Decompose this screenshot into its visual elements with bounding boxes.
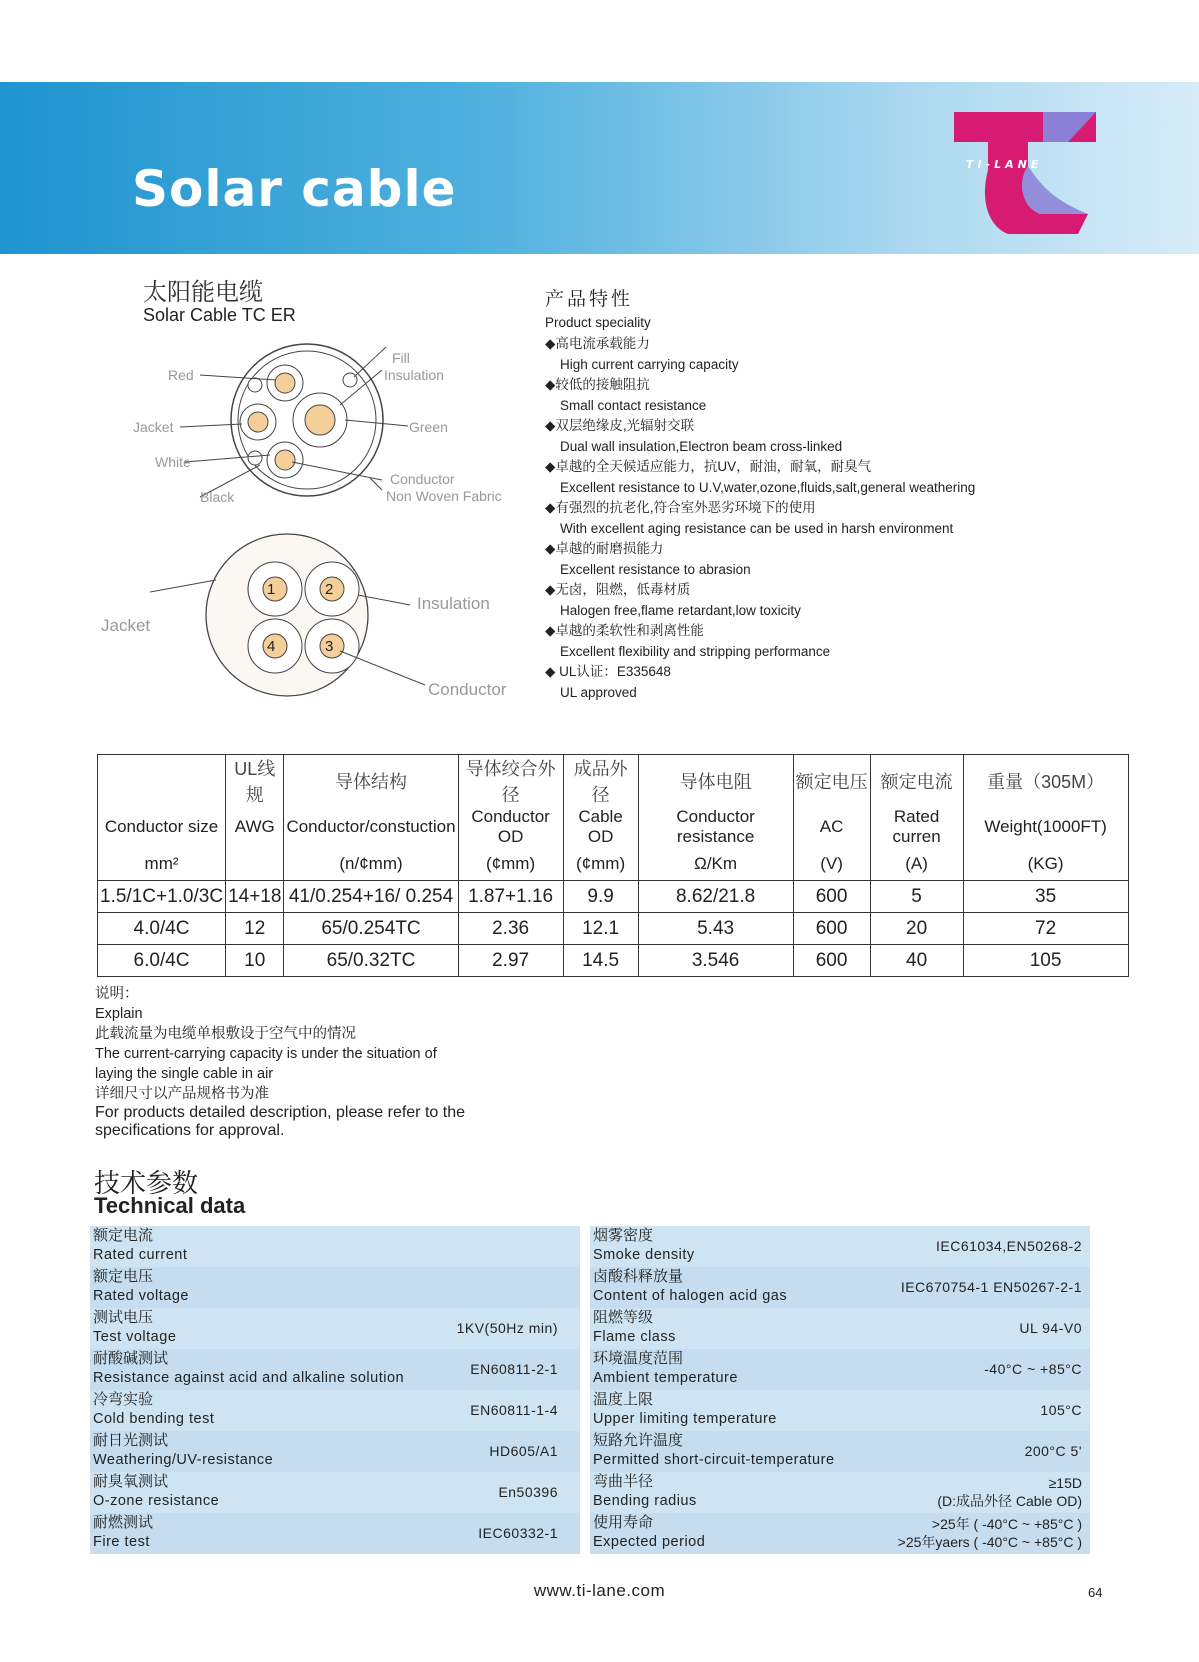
notes-section (95, 984, 545, 1140)
technical-cell (90, 1308, 420, 1349)
technical-value: IEC61034,EN50268-2 (936, 1238, 1082, 1254)
technical-label-en: Smoke density (593, 1247, 695, 1263)
technical-value: En50396 (498, 1484, 558, 1500)
technical-value-cell (890, 1226, 1090, 1267)
table-cell: 72 (963, 913, 1128, 945)
spec-header-zh: 导体电阻 (638, 755, 793, 808)
technical-label-en: Flame class (593, 1329, 676, 1345)
table-cell: 1.87+1.16 (458, 881, 563, 913)
spec-header-zh: 成品外径 (563, 755, 638, 808)
spec-header-zh: 重量（305M） (963, 755, 1128, 808)
table-cell: 12.1 (563, 913, 638, 945)
notes-line1-en-a: The current-carrying capacity is under the situation of (95, 1046, 437, 1062)
technical-label-zh: 卤酸科释放量 (593, 1268, 684, 1285)
table-cell: 35 (963, 881, 1128, 913)
core-label-4: 4 (267, 638, 276, 655)
feature-item-en: Halogen free,flame retardant,low toxicity (560, 603, 801, 618)
technical-label-en: Bending radius (593, 1493, 697, 1509)
technical-value-cell (420, 1513, 580, 1554)
column-gap (580, 1431, 590, 1472)
label-insulation: Insulation (384, 367, 444, 383)
spec-header-en: AWG (226, 807, 284, 847)
spec-header-zh: 导体绞合外径 (458, 755, 563, 808)
feature-item-zh: ◆卓越的耐磨损能力 (545, 541, 664, 556)
technical-cell (90, 1267, 420, 1308)
technical-value-cell (890, 1431, 1090, 1472)
product-title-zh: 太阳能电缆 (143, 278, 263, 306)
column-gap (580, 1349, 590, 1390)
technical-value-cell (890, 1472, 1090, 1513)
technical-value: >25年 ( -40°C ~ +85°C ) (931, 1516, 1082, 1532)
technical-cell (590, 1431, 890, 1472)
feature-item-zh: ◆ UL认证：E335648 (545, 664, 671, 679)
technical-label-zh: 额定电压 (93, 1268, 154, 1285)
table-cell: 600 (793, 945, 870, 977)
features-subtitle: Product speciality (545, 315, 651, 330)
table-cell: 600 (793, 881, 870, 913)
technical-value (420, 1267, 580, 1279)
technical-label-en: Rated voltage (93, 1288, 189, 1304)
table-cell: 6.0/4C (98, 945, 226, 977)
technical-value: ≥15D (1048, 1475, 1082, 1491)
technical-row (90, 1267, 1090, 1308)
spec-header-en: Cable OD (563, 807, 638, 847)
technical-value: -40°C ~ +85°C (984, 1361, 1082, 1377)
technical-value-cell (890, 1349, 1090, 1390)
table-cell: 40 (870, 945, 963, 977)
technical-value: EN60811-1-4 (470, 1402, 558, 1418)
feature-item-en: UL approved (560, 685, 637, 700)
page-title: Solar cable (132, 160, 457, 218)
feature-item-zh: ◆卓越的柔软性和剥离性能 (545, 623, 704, 638)
spec-header-unit: (n/¢mm) (284, 847, 458, 881)
technical-value-cell (890, 1513, 1090, 1554)
technical-row (90, 1226, 1090, 1267)
table-cell: 2.36 (458, 913, 563, 945)
technical-label-zh: 耐臭氧测试 (93, 1473, 169, 1490)
spec-header-unit: mm² (98, 847, 226, 881)
table-cell: 2.97 (458, 945, 563, 977)
technical-value-cell (890, 1267, 1090, 1308)
spec-header-zh: UL线规 (226, 755, 284, 808)
technical-value-cell (420, 1308, 580, 1349)
column-gap (580, 1472, 590, 1513)
spec-header-en: Conductor OD (458, 807, 563, 847)
technical-table (90, 1226, 1090, 1554)
technical-cell (590, 1349, 890, 1390)
spec-header-unit: (V) (793, 847, 870, 881)
table-cell: 10 (226, 945, 284, 977)
column-gap (580, 1308, 590, 1349)
technical-label-en: Weathering/UV-resistance (93, 1452, 274, 1468)
technical-label-en: Resistance against acid and alkaline solution (93, 1370, 405, 1386)
technical-value: 200°C 5' (1024, 1443, 1082, 1459)
technical-label-en: Cold bending test (93, 1411, 215, 1427)
technical-value: IEC670754-1 EN50267-2-1 (900, 1279, 1082, 1295)
technical-cell (590, 1308, 890, 1349)
technical-cell (90, 1513, 420, 1554)
core-label-1: 1 (267, 581, 276, 598)
core-label-3: 3 (325, 638, 334, 655)
brand-logo-text: TI-LANE (966, 158, 1043, 171)
table-row (98, 913, 1129, 945)
technical-value (420, 1226, 580, 1238)
notes-line1-zh: 此载流量为电缆单根敷设于空气中的情况 (95, 1026, 356, 1042)
technical-row (90, 1431, 1090, 1472)
spec-table (97, 754, 1129, 977)
spec-header-en: AC (793, 807, 870, 847)
technical-cell (590, 1226, 890, 1267)
spec-header-unit: Ω/Km (638, 847, 793, 881)
core-label-2: 2 (325, 581, 334, 598)
technical-cell (590, 1472, 890, 1513)
technical-cell (590, 1390, 890, 1431)
feature-item-en: High current carrying capacity (560, 357, 739, 372)
technical-label-zh: 耐酸碱测试 (93, 1350, 169, 1367)
technical-label-zh: 测试电压 (93, 1309, 154, 1326)
technical-value-cell (420, 1349, 580, 1390)
column-gap (580, 1267, 590, 1308)
technical-row (90, 1349, 1090, 1390)
table-cell: 5 (870, 881, 963, 913)
feature-item-zh: ◆有强烈的抗老化,符合室外恶劣环境下的使用 (545, 500, 816, 515)
feature-list (545, 334, 1105, 703)
footer-url: www.ti-lane.com (533, 1581, 666, 1600)
feature-item-en: Small contact resistance (560, 398, 707, 413)
column-gap (580, 1226, 590, 1267)
technical-value-secondary: >25年yaers ( -40°C ~ +85°C ) (897, 1534, 1082, 1550)
spec-header-en: Weight(1000FT) (963, 807, 1128, 847)
table-cell: 12 (226, 913, 284, 945)
technical-cell (90, 1431, 420, 1472)
four-core-cable-diagram (150, 530, 450, 710)
technical-cell (90, 1349, 420, 1390)
table-cell: 65/0.32TC (284, 945, 458, 977)
technical-value-cell (890, 1390, 1090, 1431)
technical-label-zh: 烟雾密度 (593, 1227, 654, 1244)
spec-header-en: Conductor/constuction (284, 807, 458, 847)
feature-item-en: Excellent resistance to abrasion (560, 562, 751, 577)
technical-cell (590, 1267, 890, 1308)
table-cell: 41/0.254+16/ 0.254 (284, 881, 458, 913)
feature-item-en: Excellent flexibility and stripping performance (560, 644, 831, 659)
feature-item-en: Dual wall insulation,Electron beam cross-linked (560, 439, 843, 454)
spec-header-row-en (98, 807, 1129, 847)
technical-value-cell (420, 1431, 580, 1472)
technical-value: 1KV(50Hz min) (456, 1320, 558, 1336)
feature-item-zh: ◆无卤，阻燃，低毒材质 (545, 582, 691, 597)
technical-value-cell (890, 1308, 1090, 1349)
feature-item-zh: ◆双层绝缘皮,光辐射交联 (545, 418, 695, 433)
spec-header-zh: 额定电压 (793, 755, 870, 808)
technical-value-secondary: (D:成品外径 Cable OD) (937, 1493, 1082, 1509)
technical-row (90, 1513, 1090, 1554)
table-cell: 8.62/21.8 (638, 881, 793, 913)
technical-label-zh: 弯曲半径 (593, 1473, 654, 1490)
product-features (545, 284, 1105, 703)
technical-value: IEC60332-1 (478, 1525, 558, 1541)
table-cell: 14+18 (226, 881, 284, 913)
table-cell: 4.0/4C (98, 913, 226, 945)
technical-label-en: Permitted short-circuit-temperature (593, 1452, 835, 1468)
spec-header-unit: (A) (870, 847, 963, 881)
technical-row (90, 1308, 1090, 1349)
technical-cell (90, 1226, 420, 1267)
notes-title-zh: 说明： (95, 986, 139, 1002)
table-row (98, 945, 1129, 977)
label-black: Black (200, 489, 235, 505)
technical-label-en: Fire test (93, 1534, 150, 1550)
label-green: Green (409, 419, 448, 435)
label-insulation-2: Insulation (417, 594, 490, 613)
notes-line2-en-a: For products detailed description, please refer to the (95, 1104, 465, 1121)
spec-header-unit: (¢mm) (563, 847, 638, 881)
technical-value: UL 94-V0 (1019, 1320, 1082, 1336)
spec-header-en: Conductor size (98, 807, 226, 847)
label-red: Red (168, 367, 194, 383)
table-cell: 600 (793, 913, 870, 945)
column-gap (580, 1390, 590, 1431)
spec-header-en: Conductor resistance (638, 807, 793, 847)
table-row (98, 881, 1129, 913)
notes-line1-en-b: laying the single cable in air (95, 1066, 274, 1082)
technical-label-zh: 冷弯实验 (93, 1391, 154, 1408)
spec-header-unit (226, 847, 284, 881)
technical-title-en: Technical data (94, 1193, 246, 1218)
technical-value-cell (420, 1226, 580, 1267)
spec-header-zh (98, 755, 226, 808)
spec-header-zh: 额定电流 (870, 755, 963, 808)
label-conductor: Conductor (390, 471, 455, 487)
technical-label-en: Test voltage (93, 1329, 177, 1345)
table-cell: 105 (963, 945, 1128, 977)
technical-value: 105°C (1040, 1402, 1082, 1418)
product-title-en: Solar Cable TC ER (143, 305, 296, 325)
technical-cell (590, 1513, 890, 1554)
technical-label-zh: 短路允许温度 (593, 1432, 684, 1449)
technical-row (90, 1472, 1090, 1513)
features-title: 产品特性 (545, 289, 634, 310)
spec-header-row-unit (98, 847, 1129, 881)
technical-cell (90, 1472, 420, 1513)
technical-value: HD605/A1 (489, 1443, 558, 1459)
technical-label-en: O-zone resistance (93, 1493, 220, 1509)
technical-label-zh: 阻燃等级 (593, 1309, 654, 1326)
column-gap (580, 1513, 590, 1554)
page-number: 64 (1088, 1585, 1103, 1600)
technical-label-zh: 额定电流 (93, 1227, 154, 1244)
table-cell: 3.546 (638, 945, 793, 977)
technical-value: EN60811-2-1 (470, 1361, 558, 1377)
table-cell: 5.43 (638, 913, 793, 945)
table-cell: 9.9 (563, 881, 638, 913)
label-non-woven-fabric: Non Woven Fabric (386, 488, 502, 504)
label-jacket: Jacket (133, 419, 174, 435)
technical-label-zh: 温度上限 (593, 1391, 654, 1408)
technical-label-en: Expected period (593, 1534, 706, 1550)
technical-value-cell (420, 1390, 580, 1431)
technical-label-zh: 耐日光测试 (93, 1432, 169, 1449)
label-conductor-2: Conductor (428, 680, 507, 699)
table-cell: 65/0.254TC (284, 913, 458, 945)
table-cell: 1.5/1C+1.0/3C (98, 881, 226, 913)
technical-label-zh: 环境温度范围 (593, 1350, 684, 1367)
feature-item-en: With excellent aging resistance can be used in harsh environment (560, 521, 954, 536)
spec-header-zh: 导体结构 (284, 755, 458, 808)
label-white: White (155, 454, 191, 470)
table-cell: 14.5 (563, 945, 638, 977)
notes-line2-zh: 详细尺寸以产品规格书为准 (95, 1086, 269, 1102)
technical-label-zh: 耐燃测试 (93, 1514, 154, 1531)
spec-header-unit: (¢mm) (458, 847, 563, 881)
technical-value-cell (420, 1472, 580, 1513)
spec-header-unit: (KG) (963, 847, 1128, 881)
notes-title-en: Explain (95, 1006, 143, 1022)
technical-label-en: Rated current (93, 1247, 188, 1263)
technical-row (90, 1390, 1090, 1431)
table-cell: 20 (870, 913, 963, 945)
technical-cell (90, 1390, 420, 1431)
technical-label-zh: 使用寿命 (593, 1514, 654, 1531)
notes-line2-en-b: specifications for approval. (95, 1122, 285, 1139)
brand-logo (948, 110, 1100, 236)
feature-item-zh: ◆较低的接触阻抗 (545, 377, 650, 392)
spec-header-en: Rated curren (870, 807, 963, 847)
technical-label-en: Content of halogen acid gas (593, 1288, 788, 1304)
label-fill: Fill (392, 350, 410, 366)
feature-item-en: Excellent resistance to U.V,water,ozone,fluids,salt,general weathering (560, 480, 976, 495)
feature-item-zh: ◆高电流承载能力 (545, 336, 650, 351)
label-jacket-2: Jacket (101, 616, 151, 635)
technical-label-en: Upper limiting temperature (593, 1411, 777, 1427)
technical-value-cell (420, 1267, 580, 1308)
technical-label-en: Ambient temperature (593, 1370, 738, 1386)
spec-header-row-zh (98, 755, 1129, 808)
feature-item-zh: ◆卓越的全天候适应能力，抗UV，耐油，耐氧，耐臭气 (545, 459, 872, 474)
technical-title-zh: 技术参数 (94, 1169, 199, 1199)
